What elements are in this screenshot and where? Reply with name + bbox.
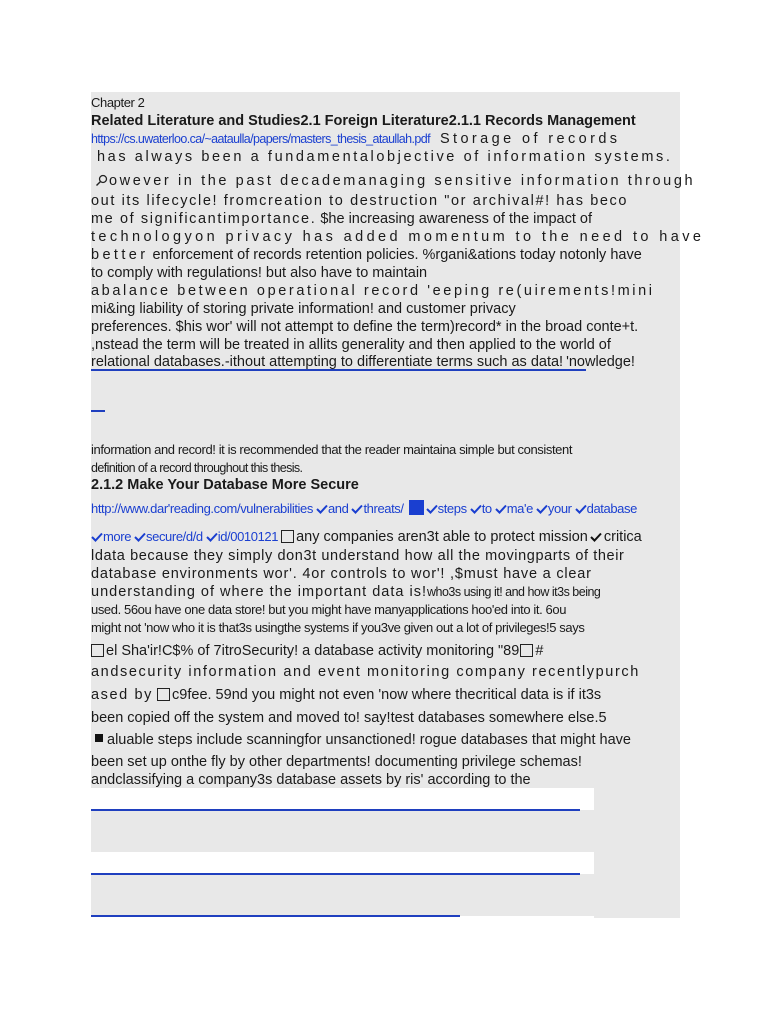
check-icon	[206, 532, 218, 542]
para3-line14: andclassifying a company3s database assets by ris' according to the	[91, 772, 531, 788]
check-icon	[316, 504, 328, 514]
para3-line9: andsecurity information and event monitoring company recentlypurch	[91, 664, 640, 680]
para1-line12: ,nstead the term will be treated in allits generality and then applied to the world of	[91, 337, 611, 353]
link-fragment[interactable]: database	[586, 501, 637, 516]
para1-line1: https://cs.uwaterloo.ca/~aataulla/papers/masters_thesis_ataullah.pdf Storage of records	[91, 131, 621, 147]
para3-line7: might not 'now who it is that3s usingthe systems if you3ve given out a lot of privileges!5 says	[91, 620, 585, 635]
search-cursor-icon	[95, 174, 108, 187]
para3-line11: been copied off the system and moved to! say!test databases somewhere else.5	[91, 710, 607, 726]
check-icon	[590, 532, 602, 542]
box-icon	[281, 530, 294, 543]
source-link-1[interactable]: https://cs.uwaterloo.ca/~aataulla/papers/masters_thesis_ataullah.pdf	[91, 132, 430, 146]
side-strip	[594, 788, 680, 918]
check-icon	[470, 504, 482, 514]
link-fragment[interactable]: http://www.dar'reading.com/vulnerabilities	[91, 501, 313, 516]
link-fragment[interactable]: ma'e	[506, 501, 533, 516]
underline-rule-3	[91, 873, 580, 875]
para3-line6: used. 56ou have one data store! but you might have manyapplications hoo'ed into it. 6ou	[91, 602, 567, 617]
link-fragment[interactable]: more	[103, 529, 132, 544]
short-underline-mark	[91, 410, 105, 412]
check-icon	[351, 504, 363, 514]
para1-line2: has always been a fundamentalobjective of information systems.	[97, 149, 673, 165]
para1-line5: me of significantimportance. $he increasing awareness of the impact of	[91, 211, 592, 227]
box-icon	[91, 644, 104, 657]
check-icon	[575, 504, 587, 514]
para1-line3: owever in the past decademanaging sensitive information through	[95, 172, 695, 190]
blank-band-2	[91, 852, 594, 874]
para3-line4: database environments wor'. 4or controls to wor'! ,$must have a clear	[91, 566, 592, 582]
chapter-label: Chapter 2	[91, 95, 145, 110]
para1-line9: abalance between operational record 'eeping re(uirements!mini	[91, 283, 655, 299]
check-icon	[495, 504, 507, 514]
check-icon	[91, 532, 103, 542]
check-icon	[536, 504, 548, 514]
para3-line5: understanding of where the important data is!who3s using it! and how it3s being	[91, 584, 601, 600]
para1-line7: better enforcement of records retention policies. %rgani&ations today notonly have	[91, 247, 642, 263]
para1-line8: to comply with regulations! but also have to maintain	[91, 265, 428, 281]
underline-rule-4	[91, 915, 460, 917]
blue-square-icon	[409, 500, 424, 515]
para3-line12: aluable steps include scanningfor unsanctioned! rogue databases that might have	[91, 731, 631, 749]
link-fragment[interactable]: secure/d/d	[146, 529, 203, 544]
para3-line10: ased by c9fee. 59nd you might not even 'now where thecritical data is if it3s	[91, 687, 602, 703]
underline-rule-2	[91, 809, 580, 811]
para1-line13: relational databases.-ithout attempting to differentiate terms such as data! 'nowledge!	[91, 354, 635, 370]
link-fragment[interactable]: threats/	[363, 501, 404, 516]
para1-line4: out its lifecycle! fromcreation to destruction "or archival#! has beco	[91, 193, 629, 209]
para3-line8: el Sha'ir!C$% of 7itroSecurity! a database activity monitoring "89 #	[91, 642, 543, 660]
para1-line6: technologyon privacy has added momentum to the need to have	[91, 229, 705, 245]
link-fragment[interactable]: your	[547, 501, 572, 516]
box-icon	[157, 688, 170, 701]
subsection-heading: 2.1.2 Make Your Database More Secure	[91, 477, 359, 493]
check-icon	[134, 532, 146, 542]
link-fragment[interactable]: and	[327, 501, 349, 516]
link-fragment[interactable]: to	[481, 501, 492, 516]
para1-line10: mi&ing liability of storing private information! and customer privacy	[91, 301, 516, 317]
para2-line1: information and record! it is recommended that the reader maintaina simple but consistent	[91, 442, 573, 457]
para2-line2: definition of a record throughout this thesis.	[91, 461, 303, 475]
para3-line13: been set up onthe fly by other departments! documenting privilege schemas!	[91, 754, 582, 770]
section-heading: Related Literature and Studies2.1 Foreign Literature2.1.1 Records Management	[91, 113, 636, 129]
link-fragment[interactable]: id/0010121	[217, 529, 279, 544]
para3-line2: more secure/d/d id/0010121 any companies aren3t able to protect mission critica	[91, 528, 642, 546]
para1-line11: preferences. $his wor' will not attempt to define the term)record* in the broad conte+t.	[91, 319, 639, 335]
blank-band-3	[91, 916, 594, 920]
source-link-2-line1[interactable]	[91, 500, 640, 518]
bullet-icon	[95, 734, 103, 742]
check-icon	[426, 504, 438, 514]
link-fragment[interactable]: steps	[437, 501, 467, 516]
blank-band-1	[91, 788, 594, 810]
para3-line3: ldata because they simply don3t understand how all the movingparts of their	[91, 548, 625, 564]
box-icon	[520, 644, 533, 657]
